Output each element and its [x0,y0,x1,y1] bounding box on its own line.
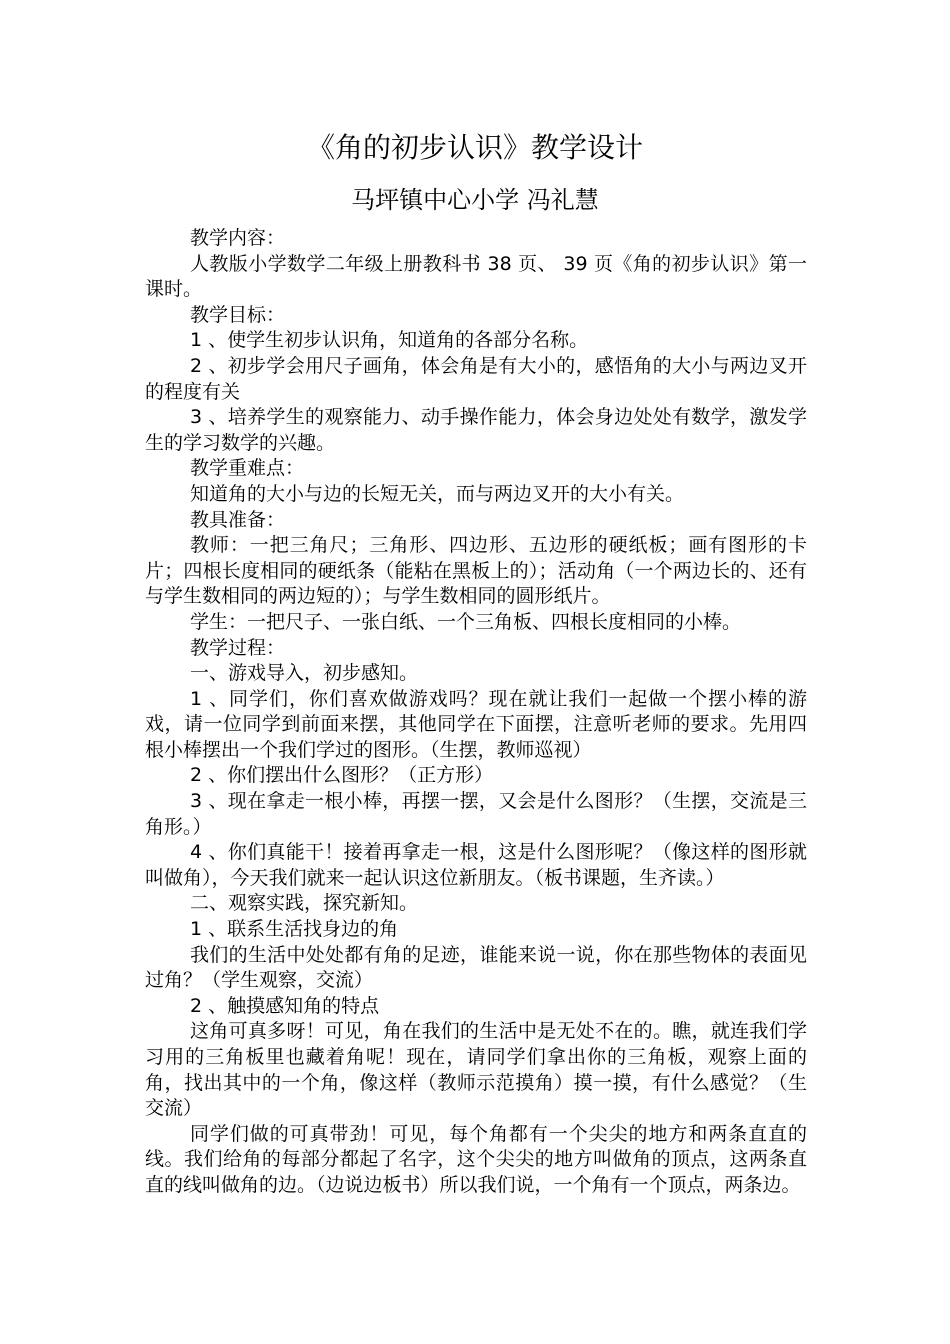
paragraph: 1 、联系生活找身边的角 [190,918,399,941]
paragraph: 一、游戏导入，初步感知。 [190,662,419,685]
paragraph: 4 、你们真能干！接着再拿走一根，这是什么图形呢？（像这样的图形就叫做角），今天我们就来一起认识这位新朋友。（板书课题，生齐读。） [145,841,807,889]
paragraph: 教学目标： [190,303,286,326]
paragraph: 3 、现在拿走一根小棒，再摆一摆，又会是什么图形？（生摆，交流是三角形。） [145,790,807,838]
document-title: 《角的初步认识》教学设计 [306,131,643,164]
paragraph: 同学们做的可真带劲！可见，每个角都有一个尖尖的地方和两条直直的线。我们给角的每部分都起了名字，这个尖尖的地方叫做角的顶点，这两条直直的线叫做角的边。（边说边板书）所以我们说，一个角有一个顶点，两条边。 [145,1122,807,1196]
paragraph: 教学内容： [190,227,286,249]
author-line: 马坪镇中心小学 冯礼慧 [351,186,599,214]
paragraph: 教师：一把三角尺；三角形、四边形、五边形的硬纸板；画有图形的卡片；四根长度相同的硬纸条（能粘在黑板上的）；活动角（一个两边长的、还有与学生数相同的两边短的）；与学生数相同的圆形纸片。 [145,534,807,608]
paragraph: 3 、培养学生的观察能力、动手操作能力，体会身边处处有数学，激发学生的学习数学的兴趣。 [145,406,807,454]
paragraph: 1 、同学们，你们喜欢做游戏吗？现在就让我们一起做一个摆小棒的游戏，请一位同学到前面来摆，其他同学在下面摆，注意听老师的要求。先用四根小棒摆出一个我们学过的图形。（生摆，教师巡视） [145,687,807,761]
paragraph: 2 、你们摆出什么图形？（正方形） [190,764,494,787]
paragraph: 2 、初步学会用尺子画角，体会角是有大小的，感悟角的大小与两边叉开的程度有关 [145,354,807,403]
paragraph: 这角可真多呀！可见，角在我们的生活中是无处不在的。瞧，就连我们学习用的三角板里也藏着角呢！现在，请同学们拿出你的三角板，观察上面的角，找出其中的一个角，像这样（教师示范摸角）摸一摸，有什么感觉？（生交流） [145,1020,807,1120]
paragraph: 1 、使学生初步认识角，知道角的各部分名称。 [190,329,589,352]
paragraph: 学生：一把尺子、一张白纸、一个三角板、四根长度相同的小棒。 [190,610,742,633]
paragraph: 教学过程： [190,636,286,659]
paragraph: 二、观察实践，探究新知。 [190,892,419,915]
paragraph: 教学重难点： [190,457,305,480]
paragraph: 2 、触摸感知角的特点 [190,994,380,1017]
paragraph: 我们的生活中处处都有角的足迹，谁能来说一说，你在那些物体的表面见过角？（学生观察，交流） [145,943,807,992]
paragraph: 人教版小学数学二年级上册教科书 38 页、 39 页《角的初步认识》第一课时。 [145,252,807,301]
paragraph: 教具准备： [190,508,286,531]
document-body [145,226,807,1199]
paragraph: 知道角的大小与边的长短无关，而与两边叉开的大小有关。 [190,482,685,505]
